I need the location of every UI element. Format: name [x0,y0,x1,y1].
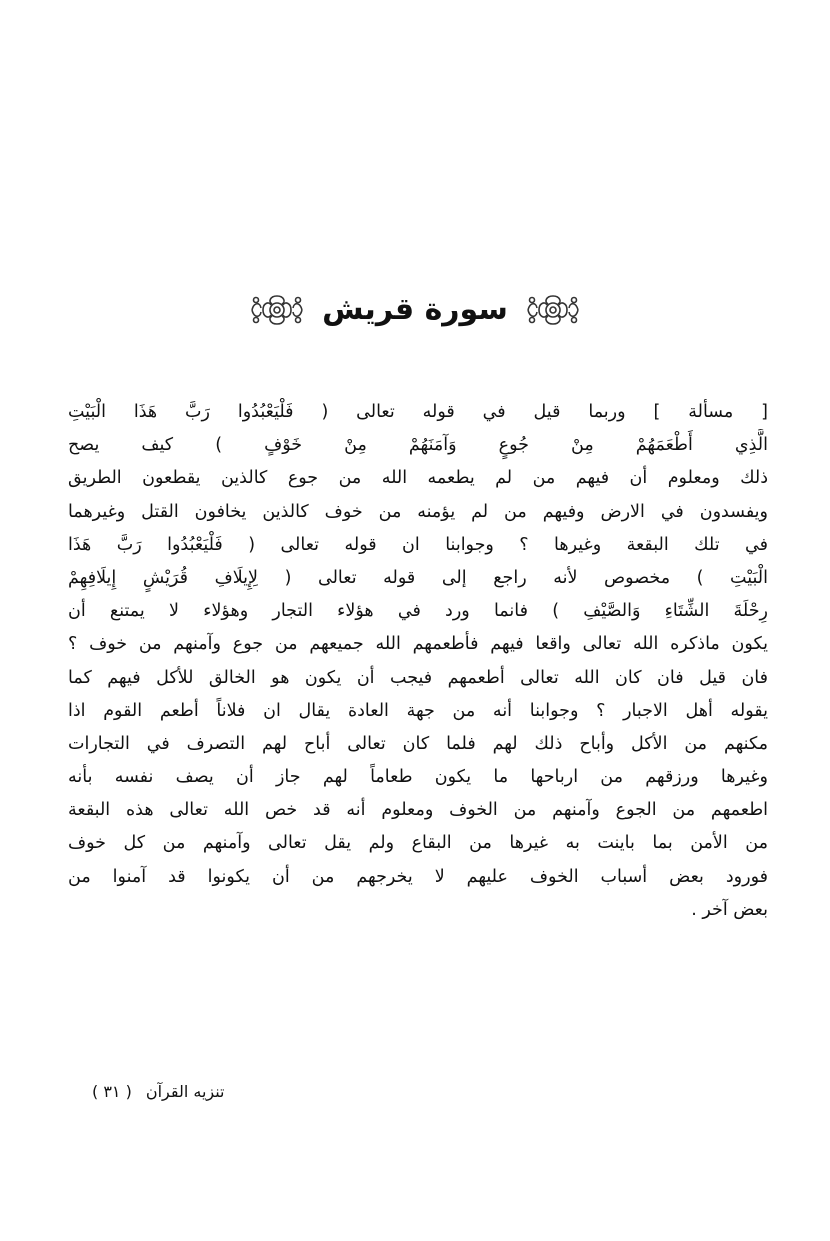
text-line: يكون ماذكره الله تعالى واقعا فيهم فأطعمهم الله جميعهم من جوع وآمنهم من خوف ؟ [68,634,768,655]
text-line: ويفسدون في الارض وفيهم من لم يؤمنه من خوف كالذين يخافون القتل وغيرهما [68,501,768,522]
text-line: فورود بعض أسباب الخوف عليهم لا يخرجهم من أن يكونوا قد آمنوا من [68,866,768,887]
floral-ornament-left-icon [246,288,308,332]
text-line: [ مسألة ] وربما قيل في قوله تعالى ( فَلْيَعْبُدُوا رَبَّ هَذَا الْبَيْتِ [68,402,768,422]
text-line: من الأمن بما باينت به غيرها من البقاع ولم يقل تعالى وآمنهم من كل خوف [68,833,768,854]
text-line: اطعمهم من الجوع وآمنهم من الخوف ومعلوم أنه قد خص الله تعالى هذه البقعة [68,800,768,821]
text-line: الْبَيْتِ ) مخصوص لأنه راجع إلى قوله تعالى ( لِإِيلَافِ قُرَيْشٍ إِيلَافِهِمْ [68,567,768,588]
page-number: ( ٣١ ) [92,1082,132,1101]
floral-ornament-right-icon [522,288,584,332]
surah-heading [0,278,830,342]
text-line: رِحْلَةَ الشِّتَاءِ وَالصَّيْفِ ) فانما ورد في هؤلاء التجار وهؤلاء لا يمتنع أن [68,601,768,622]
surah-title: سورة قريش [322,292,508,327]
page-footer [92,1082,225,1101]
footer-book-title: تنزيه القرآن [145,1082,225,1101]
text-line: الَّذِي أَطْعَمَهُمْ مِنْ جُوعٍ وَآمَنَهُمْ مِنْ خَوْفٍ ) كيف يصح [68,435,768,456]
text-line: يقوله أهل الاجبار ؟ وجوابنا أنه من جهة العادة يقال ان فلاناً أطعم القوم اذا [68,700,768,721]
body-text [68,396,768,927]
text-line: فان قيل فان كان الله تعالى أطعمهم فيجب أن يكون هو الخالق للأكل فيهم كما [68,667,768,688]
text-line: في تلك البقعة وغيرها ؟ وجوابنا ان قوله تعالى ( فَلْيَعْبُدُوا رَبَّ هَذَا [68,534,768,555]
text-line: ذلك ومعلوم أن فيهم من لم يطعمه الله من جوع كالذين يقطعون الطريق [68,468,768,489]
text-line: وغيرها ورزقهم من ارباحها ما يكون طعاماً لهم جاز أن يصف نفسه بأنه [68,767,768,788]
text-line: بعض آخر . [691,899,768,920]
text-line: مكنهم من الأكل وأباح ذلك لهم فلما كان تعالى أباح لهم التصرف في التجارات [68,733,768,754]
